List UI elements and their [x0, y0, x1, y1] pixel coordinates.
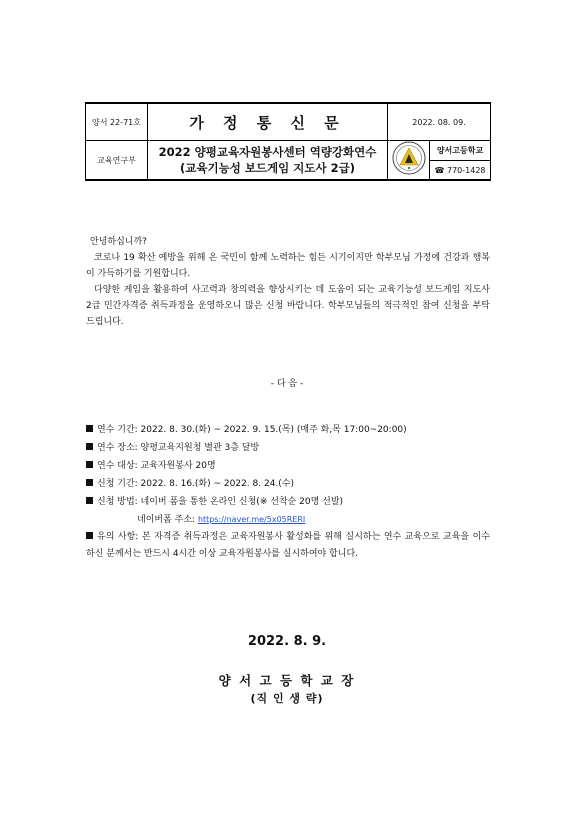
list-item: 연수 기간: 2022. 8. 30.(화) ~ 2022. 9. 15.(목) (매주 화,목 17:00~20:00): [86, 421, 490, 439]
footer-date: 2022. 8. 9.: [247, 634, 327, 649]
principal-name: 양 서 고 등 학 교 장: [218, 673, 356, 688]
subject-line-1: 2022 양평교육자원봉사센터 역량강화연수: [158, 145, 377, 159]
form-link-row: [86, 511, 490, 529]
page-title: 가 정 통 신 문: [148, 103, 388, 141]
phone-number: [430, 161, 491, 181]
form-link-label: 네이버폼 주소:: [137, 515, 196, 525]
phone-value: 770-1428: [447, 165, 486, 175]
bullet-square-icon: [86, 461, 93, 468]
greeting: 안녕하십니까?: [90, 237, 147, 247]
subject: [148, 141, 388, 181]
body-paragraphs: [86, 250, 490, 330]
notice: 유의 사항: 본 자격증 취득과정은 교육자원봉사 활성화를 위해 실시하는 연수 교육으로 교육을 이수하신 분께서는 반드시 4시간 이상 교육자원봉사를 실시하여야 합니다.: [86, 532, 490, 559]
seal-note: (직 인 생 략): [250, 692, 324, 705]
paragraph-2: 다양한 게임을 활용하여 사고력과 창의력을 향상시키는 데 도움이 되는 교육기능성 보드게임 지도사 2급 민간자격증 취득과정을 운영하오니 많은 신청 바랍니다. 학부모님들의 적극적인 참여 신청을 부탁드립니다.: [86, 285, 490, 327]
department: 교육연구부: [86, 141, 148, 181]
subject-line-2: (교육기능성 보드게임 지도사 2급): [180, 161, 355, 175]
bullet-square-icon: [86, 479, 93, 486]
school-emblem-icon: [392, 141, 426, 175]
header-table: [85, 102, 491, 181]
detail-list: [86, 421, 490, 563]
school-logo: [388, 141, 430, 181]
naver-form-link[interactable]: https://naver.me/5x05RERI: [197, 515, 306, 524]
phone-icon: ☎: [434, 165, 445, 175]
list-item: 신청 방법: 네이버 폼을 통한 온라인 신청(※ 선착순 20명 선발): [86, 493, 490, 511]
list-item: 연수 장소: 양평교육지원청 별관 3층 달방: [86, 439, 490, 457]
bullet-square-icon: [86, 425, 93, 432]
next-label: - 다 음 -: [270, 379, 304, 389]
bullet-square-icon: [86, 497, 93, 504]
issue-date: 2022. 08. 09.: [388, 103, 491, 141]
list-item: 연수 대상: 교육자원봉사 20명: [86, 457, 490, 475]
list-item: 신청 기간: 2022. 8. 16.(화) ~ 2022. 8. 24.(수): [86, 475, 490, 493]
document-number: 양서 22-71호: [86, 103, 148, 141]
bullet-square-icon: [86, 532, 93, 539]
bullet-square-icon: [86, 443, 93, 450]
school-name: 양서고등학교: [430, 141, 491, 161]
paragraph-1: 코로나 19 확산 예방을 위해 온 국민이 함께 노력하는 힘든 시기이지만 학부모님 가정에 건강과 행복이 가득하기를 기원합니다.: [86, 253, 490, 279]
